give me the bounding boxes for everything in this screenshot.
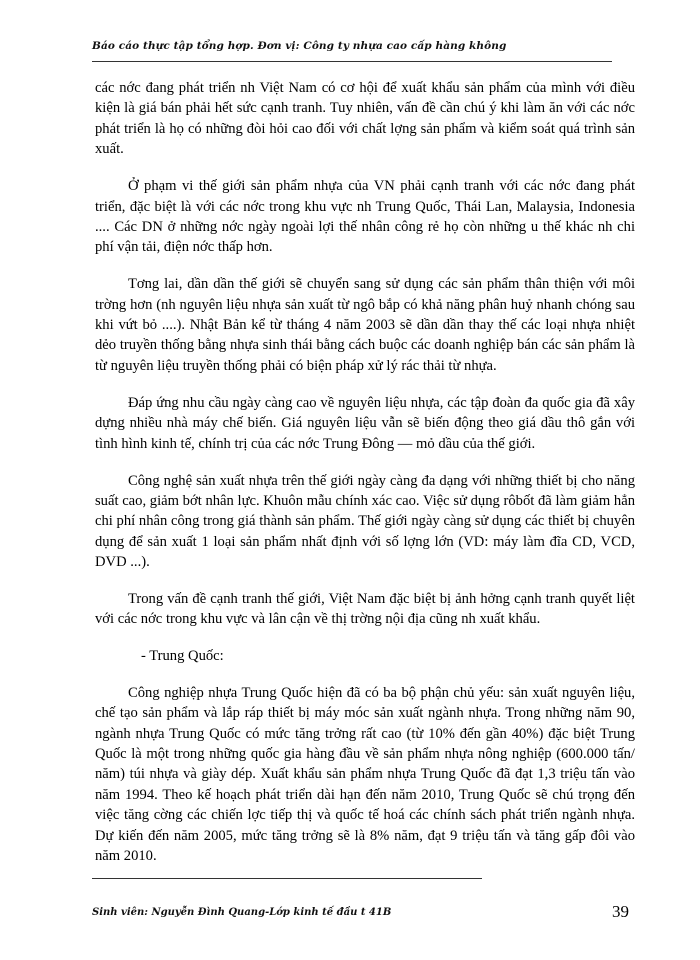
paragraph-6: Trong vấn đề cạnh tranh thế giới, Việt Nam đặc biệt bị ảnh hởng cạnh tranh quyết liệt với các nớc trong khu vực và lân cận về thị trờng nội địa cũng nh xuất khẩu. — [95, 591, 635, 628]
page-number: 39 — [612, 902, 629, 921]
paragraph-1: các nớc đang phát triển nh Việt Nam có cơ hội để xuất khẩu sản phẩm của mình với điều kiện là giá bán phải hết sức cạnh tranh. Tuy nhiên, vấn đề cần chú ý khi làm ăn với các nớc phát triển là họ có những đòi hỏi cao đối với chất lợng sản phẩm và kiểm soát quá trình sản xuất. — [95, 80, 635, 158]
section-heading-china: - Trung Quốc: — [141, 648, 224, 665]
header-rule — [92, 61, 612, 62]
footer-rule — [92, 878, 482, 879]
page-header: Báo cáo thực tập tổng hợp. Đơn vị: Công ty nhựa cao cấp hàng không — [92, 40, 507, 52]
body-text — [95, 78, 635, 883]
paragraph-5: Công nghệ sản xuất nhựa trên thế giới ngày càng đa dạng với những thiết bị cho năng suất cao, giảm bớt nhân lực. Khuôn mẫu chính xác cao. Việc sử dụng rôbốt đã làm giảm hẳn chi phí nhân công trong giá thành sản phẩm. Thế giới ngày càng sử dụng các thiết bị chuyên dụng để sản xuất 1 loại sản phẩm nhất định với số lợng lớn (VD: máy làm đĩa CD, VCD, DVD ...). — [95, 472, 635, 571]
page-footer: Sinh viên: Nguyễn Đình Quang-Lớp kinh tế đầu t 41B — [92, 907, 392, 918]
paragraph-7: Công nghiệp nhựa Trung Quốc hiện đã có ba bộ phận chủ yếu: sản xuất nguyên liệu, chế tạo sản phẩm và lắp ráp thiết bị máy móc sản xuất ngành nhựa. Trong những năm 90, ngành nhựa Trung Quốc có mức tăng trởng rất cao (từ 10% đến gần 40%) đặc biệt Trung Quốc là một trong những quốc gia hàng đầu về sản phẩm nhựa nông nghiệp (600.000 tấn/ năm) túi nhựa và giày dép. Xuất khẩu sản phẩm nhựa Trung Quốc đã đạt 1,3 triệu tấn vào năm 1994. Theo kế hoạch phát triển dài hạn đến năm 2010, Trung Quốc sẽ chú trọng đến việc tăng cờng các chiến lợc tiếp thị và quốc tế hoá các chính sách phát triển ngành nhựa. Dự kiến đến năm 2005, mức tăng trởng sẽ là 8% năm, đạt 9 triệu tấn và tăng gấp đôi vào năm 2010. — [95, 684, 635, 864]
paragraph-2: Ở phạm vi thế giới sản phẩm nhựa của VN phải cạnh tranh với các nớc đang phát triển, đặc biệt là với các nớc trong khu vực nh Trung Quốc, Thái Lan, Malaysia, Indonesia .... Các DN ở những nớc ngày ngoài lợi thế nhân công rẻ họ còn những u thế khác nh chi phí vận tải, điện nớc thấp hơn. — [95, 178, 635, 256]
paragraph-3: Tơng lai, dần dần thế giới sẽ chuyển sang sử dụng các sản phẩm thân thiện với môi trờng hơn (nh nguyên liệu nhựa sản xuất từ ngô bắp có khả năng phân huỷ nhanh chóng sau khi vứt bỏ ....). Nhật Bản kể từ tháng 4 năm 2003 sẽ dần dần thay thế các loại nhựa nhiệt dẻo truyền thống bằng nhựa sinh thái bằng cách buộc các doanh nghiệp bán các sản phẩm là từ nguyên liệu truyền thống phải có biện pháp xử lý rác thải từ nhựa. — [95, 276, 635, 374]
paragraph-4: Đáp ứng nhu cầu ngày càng cao về nguyên liệu nhựa, các tập đoàn đa quốc gia đã xây dựng nhiều nhà máy chế biến. Giá nguyên liệu vẫn sẽ biến động theo giá dầu thô gắn với tình hình kinh tế, chính trị của các nớc Trung Đông — mỏ dầu của thế giới. — [95, 394, 635, 452]
